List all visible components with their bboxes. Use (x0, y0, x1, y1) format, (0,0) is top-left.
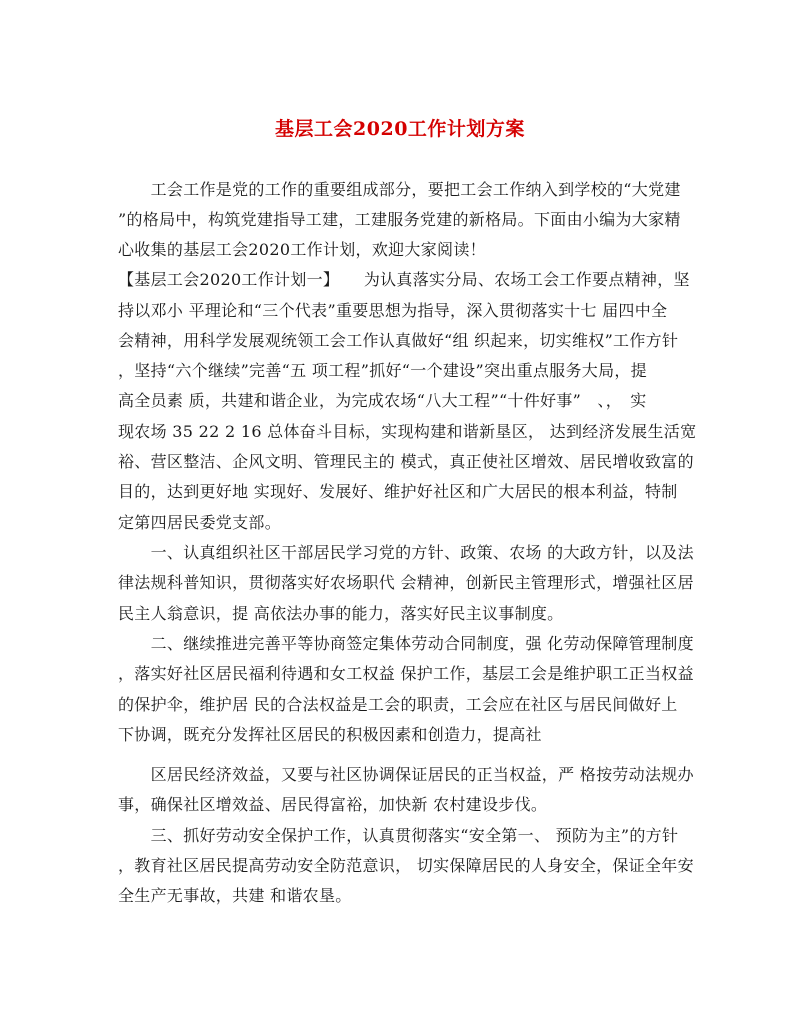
document-title: 基层工会2020工作计划方案 (275, 118, 525, 140)
body-line: 下协调，既充分发挥社区居民的积极因素和创造力，提高社 (118, 725, 542, 744)
body-line: 区居民经济效益，又要与社区协调保证居民的正当权益，严 格按劳动法规办 (118, 765, 694, 784)
body-line: 律法规科普知识，贯彻落实好农场职代 会精神，创新民主管理形式，增强社区居 (118, 573, 694, 592)
body-line: 工会工作是党的工作的重要组成部分，要把工会工作纳入到学校的“大党建 (118, 180, 681, 199)
body-line: ，坚持“六个继续”完善“五 项工程”抓好“一个建设”突出重点服务大局，提 (118, 361, 647, 380)
body-line: 事，确保社区增效益、居民得富裕，加快新 农村建设步伐。 (118, 795, 548, 814)
body-line: 【基层工会2020工作计划一】 为认真落实分局、农场工会工作要点精神，坚 (118, 270, 690, 289)
body-line: 目的，达到更好地 实现好、发展好、维护好社区和广大居民的根本利益，特制 (118, 482, 678, 501)
body-line: ”的格局中，构筑党建指导工建，工建服务党建的新格局。下面由小编为大家精 (118, 210, 681, 229)
body-line: ，落实好社区居民福利待遇和女工权益 保护工作，基层工会是维护职工正当权益 (118, 664, 694, 683)
body-line: 高全员素 质，共建和谐企业，为完成农场“八大工程”“十件好事” 、， 实 (118, 391, 647, 410)
body-line: 一、认真组织社区干部居民学习党的方针、政策、农场 的大政方针，以及法 (118, 543, 694, 562)
body-line: 民主人翁意识，提 高依法办事的能力，落实好民主议事制度。 (118, 604, 564, 623)
body-line: 二、继续推进完善平等协商签定集体劳动合同制度，强 化劳动保障管理制度 (118, 634, 694, 653)
body-line: 裕、营区整洁、企风文明、管理民主的 模式，真正使社区增效、居民增收致富的 (118, 452, 694, 471)
body-line: 心收集的基层工会2020工作计划，欢迎大家阅读！ (118, 240, 486, 259)
body-line: 定第四居民委党支部。 (118, 513, 282, 532)
body-line: ，教育社区居民提高劳动安全防范意识， 切实保障居民的人身安全，保证全年安 (118, 856, 694, 875)
body-line: 全生产无事故，共建 和谐农垦。 (118, 886, 352, 905)
body-line: 现农场 35 22 2 16 总体奋斗目标，实现构建和谐新垦区， 达到经济发展生活宽 (118, 422, 697, 441)
body-line: 三、抓好劳动安全保护工作，认真贯彻落实“安全第一、 预防为主”的方针 (118, 826, 679, 845)
body-line: 会精神，用科学发展观统领工会工作认真做好“组 织起来，切实维权”工作方针 (118, 331, 679, 350)
body-line: 的保护伞，维护居 民的合法权益是工会的职责，工会应在社区与居民间做好上 (118, 695, 678, 714)
body-line: 持以邓小 平理论和“三个代表”重要思想为指导，深入贯彻落实十七 届四中全 (118, 301, 668, 320)
